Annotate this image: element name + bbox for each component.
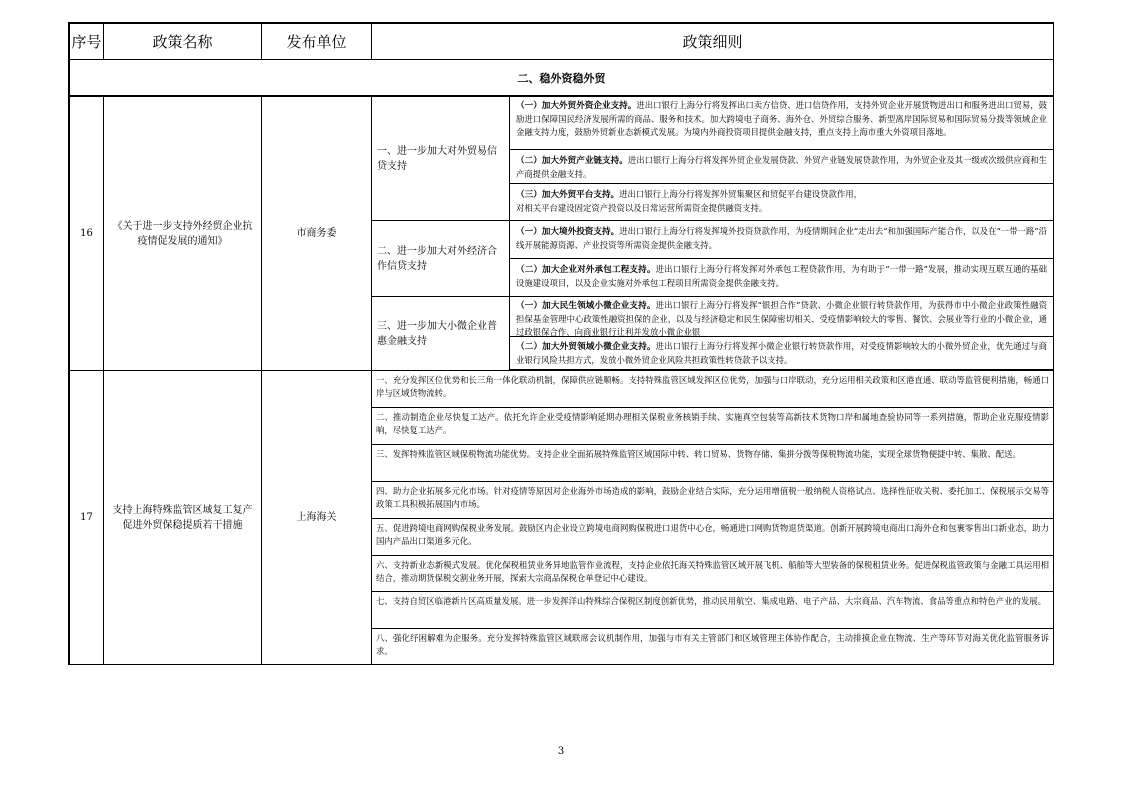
detail-body: 进出口银行上海分行将发挥外贸集聚区和贸促平台建设贷款作用， [619, 189, 863, 199]
detail-body: 进出口银行上海分行将发挥“银担合作”贷款、小微企业银行转贷款作用，为获得市中小微企业政策性融资担保基金管理中心政策性融资担保的企业，以及与经济稳定和民生保障密切相关、受疫情影响较大的零售、餐饮、会展业等行业的小微企业，通过政银保合作、向商业银行让利并发放小微企业银 [516, 300, 1047, 337]
detail-body: 进出口银行上海分行将发挥外贸企业发展贷款、外贸产业链发展贷款作用，为外贸企业及其一级或次级供应商和生产商提供金融支持。 [516, 155, 1047, 179]
detail-title: （一）加大民生领域小微企业支持。 [516, 301, 656, 311]
row16-issuer: 市商务委 [262, 97, 372, 371]
row16-subsection-1: 一、进一步加大对外贸易信贷支持 [372, 97, 510, 221]
detail-title: （二）加大企业对外承包工程支持。 [516, 265, 656, 275]
detail-body: 进出口银行上海分行将发挥出口卖方信贷、进口信贷作用，支持外贸企业开展货物进出口和服务进出口贸易，鼓励进口保障国民经济发展所需的商品、服务和技术。加大跨境电子商务、海外仓、外贸综合服务、新型离岸国际贸易和国际贸易分拨等领域企业金融支持力度，鼓励外贸新业态新模式发展。为境内外商投资项目提供金融支持，重点支持上海市重大外资项目落地。 [516, 100, 1047, 137]
row16-subsection-3: 三、进一步加大小微企业普惠金融支持 [372, 297, 510, 371]
row16-policy-name: 《关于进一步支持外经贸企业抗疫情促发展的通知》 [104, 97, 262, 371]
detail-body: 进出口银行上海分行将发挥境外投资贷款作用，为疫情期间企业“走出去”和加强国际产能合作，以及在“一带一路”沿线开展能源资源、产业投资等所需资金提供金融支持。 [516, 226, 1047, 250]
detail-title: （二）加大外贸产业链支持。 [516, 156, 628, 166]
row17-issuer: 上海海关 [262, 371, 372, 665]
row16-number: 16 [70, 97, 104, 371]
detail-body: 进出口银行上海分行将发挥小微企业银行转贷款作用，对受疫情影响较大的小微外贸企业，优先通过与商业银行风险共担方式，发放小微外贸企业风险共担政策性转贷款予以支持。 [516, 341, 1047, 365]
detail-body: 进出口银行上海分行将发挥对外承包工程贷款作用，为有助于“一带一路”发展，推动实现互联互通的基础设施建设项目，以及企业实施对外承包工程项目所需资金提供金融支持。 [516, 264, 1047, 288]
row17-measure-7: 七、支持自贸区临港新片区高质量发展。进一步发挥洋山特殊综合保税区制度创新优势，推动民用航空、集成电路、电子产品、大宗商品、汽车物流、食品等重点和特色产业的发展。 [372, 592, 1054, 629]
detail-title: （一）加大外贸外资企业支持。 [516, 101, 637, 111]
detail-title: （一）加大境外投资支持。 [516, 227, 620, 237]
row16-detail-2a [510, 221, 1054, 259]
row17-measure-4: 四、助力企业拓展多元化市场。针对疫情等原因对企业海外市场造成的影响，鼓励企业结合实际，充分运用增值税一般纳税人资格试点、选择性征收关税、委托加工、保税展示交易等政策工具积极拓展国内市场。 [372, 482, 1054, 519]
page-number: 3 [557, 746, 565, 757]
row16-detail-1a [510, 97, 1054, 150]
row17-measure-3: 三、发挥特殊监管区域保税物流功能优势。支持企业全面拓展特殊监管区域国际中转、转口贸易、货物存储、集拼分拨等保税物流功能，实现全球货物便捷中转、集散、配送。 [372, 445, 1054, 482]
row17-measure-1: 一、充分发挥区位优势和长三角一体化联动机制，保障供应链顺畅。支持特殊监管区域发挥区位优势，加强与口岸联动，充分运用相关政策和区港直通、联动等监管便利措施，畅通口岸与区域货物流转。 [372, 371, 1054, 408]
detail-title: （三）加大外贸平台支持。 [516, 190, 620, 200]
detail-body-line2: 对相关平台建设固定资产投资以及日常运营所需资金提供融资支持。 [516, 203, 768, 213]
row17-measure-2: 二、推动制造企业尽快复工达产。依托允许企业受疫情影响延期办理相关保税业务核销手续、实施真空包装等高新技术货物口岸和属地查验协同等一系列措施，帮助企业克服疫情影响，尽快复工达产。 [372, 408, 1054, 445]
row16-detail-2b [510, 259, 1054, 297]
section-title: 二、稳外资稳外贸 [70, 60, 1054, 97]
row17-policy-name: 支持上海特殊监管区域复工复产促进外贸保稳提质若干措施 [104, 371, 262, 665]
row16-detail-1c [510, 184, 1054, 221]
row17-measure-5: 五、促进跨境电商网购保税业务发展。鼓励区内企业设立跨境电商网购保税进口退货中心仓，畅通进口网购货物退货渠道。创新开展跨境电商出口海外仓和包裹零售出口新业态，助力国内产品出口渠道多元化。 [372, 519, 1054, 556]
header-col-unit: 发布单位 [262, 24, 372, 60]
header-col-name: 政策名称 [104, 24, 262, 60]
row16-subsection-2: 二、进一步加大对外经济合作信贷支持 [372, 221, 510, 297]
header-col-detail: 政策细则 [372, 24, 1054, 60]
detail-title: （二）加大外贸领域小微企业支持。 [516, 342, 656, 352]
policy-table [68, 22, 1054, 665]
row16-detail-3b [510, 337, 1054, 371]
header-col-no: 序号 [70, 24, 104, 60]
row17-number: 17 [70, 371, 104, 665]
row16-detail-1b [510, 150, 1054, 184]
row17-measure-8: 八、强化纾困解难为企服务。充分发挥特殊监管区域联席会议机制作用，加强与市有关主管部门和区域管理主体协作配合，主动排摸企业在物流、生产等环节对海关优化监管服务诉求。 [372, 629, 1054, 665]
row17-measure-6: 六、支持新业态新模式发展。优化保税租赁业务异地监管作业流程，支持企业依托海关特殊监管区域开展飞机、船舶等大型装备的保税租赁业务。促进保税监管政策与金融工具运用相结合，推动期货保税交割业务开展，探索大宗商品保税仓单登记中心建设。 [372, 556, 1054, 592]
row16-detail-3a [510, 297, 1054, 337]
